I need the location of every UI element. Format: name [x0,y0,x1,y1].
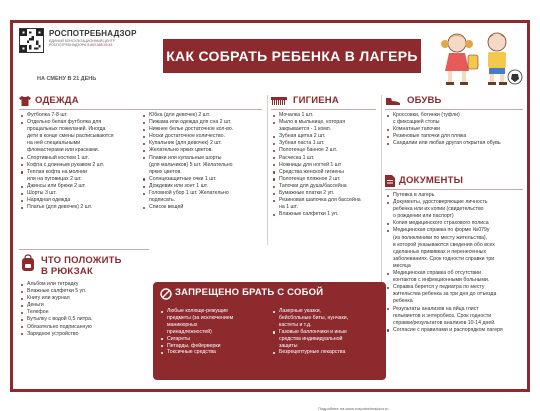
list-item: защиты [279,342,298,349]
list-item: Резиновые тапочки для пляжа [387,133,527,140]
list-item: Сигареты [161,336,271,343]
list-item: Полотенце пляжное 2 шт. [273,176,379,183]
list-item: Бумажные платки 2 уп. [273,190,379,197]
comb-icon [271,96,287,106]
clothes-list-2 [143,112,263,211]
list-item: Петарды, фейерверки [161,343,271,350]
list-item: Влажные салфетки 1 уп. [273,211,379,218]
shoes-title: ОБУВЬ [407,95,442,106]
backpack-list [21,281,149,338]
list-item: (для мальчиков) 5 шт. Желательно [149,161,233,168]
list-item: Нарядная одежда [21,197,139,204]
list-item: Дождевик или зонт 1 шт. [143,183,263,190]
list-item: Бутылку с водой 0,5 литра. [21,316,149,323]
footer-link: Подробнее на www.rospotrebnadzor.ru [318,406,389,411]
list-item: справки/результатов анализов 10-14 дней. [393,319,496,326]
list-item: Тапочки для душа/бассейна [273,183,379,190]
list-item: Комнатные тапочки [387,126,527,133]
list-item: Шорты 3 шт. [21,190,139,197]
forbidden-title: ЗАПРЕЩЕНО БРАТЬ С СОБОЙ [175,287,324,298]
shoes-list [387,112,527,147]
list-item: Кроссовки, ботинки (туфли) [387,112,527,119]
list-item: Безрецептурные лекарства [273,349,383,356]
list-item: Расческа 1 шт. [273,155,379,162]
list-item: предметы (за исключением [167,314,234,321]
list-item: Газовые баллончики и иные [273,329,383,336]
list-item: Теплая кофта на молнии [21,169,139,176]
list-item: Пижама или одежда для сна 2 шт. [143,119,263,126]
list-item: дети в конце смены расписываются [27,133,114,140]
list-item: контактов с инфекционными больными. [393,277,490,284]
clothes-list-1 [21,112,139,211]
list-item: на ней специальными [27,140,81,147]
list-item: месяца [393,262,411,269]
list-item: заболеваниях. Срок годности справки три [393,255,495,262]
forbidden-list-1 [161,308,271,356]
list-item: Зарядное устройство [21,331,149,338]
list-item: принадлежностей) [167,328,212,335]
list-item: Любые колюще-режущие [161,308,271,315]
shoe-icon [385,96,401,106]
list-item: жительства ребенка за три дня до отъезда [393,291,497,298]
list-item: Копия медицинского страхового полиса [387,220,529,227]
list-item: ярких цветов. [149,168,182,175]
list-item: средства индивидуальной [279,335,343,342]
list-item: Справка берется у педиатра по месту [387,284,529,291]
list-item: Спортивный костюм 1 шт. [21,155,139,162]
hygiene-title: ГИГИЕНА [293,95,339,106]
list-item: Купальник (для девочек) 2 шт. [143,140,263,147]
list-item: Медицинская справка по форме №079у [387,227,529,234]
list-item: Носки достаточное количество. [143,133,263,140]
list-item: Юбка (для девочек) 2 шт. [143,112,263,119]
documents-list [387,192,529,334]
list-item: прощальных пожеланий. Иногда [27,126,106,133]
list-item: Результаты анализов на яйца глист [387,306,529,313]
list-item: Средства женской гигиены [273,169,379,176]
documents-divider [385,189,523,190]
column-divider-1 [267,95,268,245]
backpack-icon [21,255,35,271]
list-item: закрывается - 1 комп. [279,126,332,133]
list-item: Путевка в лагерь [387,192,529,199]
tshirt-icon [19,96,31,106]
list-item: маникюрных [167,321,198,328]
list-item: (из поликлиники по месту жительства), [393,234,488,241]
qr-code-icon [19,28,44,53]
shoes-divider [385,109,523,110]
list-item: фломастерами или красками. [27,147,100,154]
list-item: Книгу или журнал [21,295,149,302]
list-item: сделанных прививках и перенесенных [393,248,487,255]
poster-frame [10,20,530,411]
list-item: Список вещей [143,204,263,211]
hotline-phone: 8-800-555-49-43 [87,43,113,48]
list-item: Платье (для девочек) 2 шт. [21,204,139,211]
list-item: ребенка [393,298,413,305]
list-item: Нижнее белье достаточное кол-во. [143,126,263,133]
document-icon [385,175,395,187]
brand-subtitle: ЕДИНЫЙ КОНСУЛЬТАЦИОННЫЙ ЦЕНТР РОСПОТРЕБНАДЗОРА 8-800-555-49-43 [49,39,115,48]
list-item: Медицинская справка об отсутствии [387,270,529,277]
backpack-title: ЧТО ПОЛОЖИТЬ В РЮКЗАК [41,255,122,277]
forbidden-panel [153,282,386,380]
list-item: о рождении или паспорт) [393,213,454,220]
list-item: Полотенце банное 2 шт. [273,147,379,154]
forbidden-list-2 [273,308,383,356]
list-item: Желательно ярких цветов. [143,147,263,154]
clothes-divider [19,109,262,110]
list-item: Альбом или тетрадку [21,281,149,288]
brand-name: РОСПОТРЕБНАДЗОР [49,29,137,38]
list-item: Плавки или купальные шорты [143,155,263,162]
hygiene-divider [271,109,376,110]
kids-illustration-icon [433,27,525,89]
list-item: Футболка 7-8 шт. [21,112,139,119]
clothes-title: ОДЕЖДА [35,95,79,106]
list-item: Джинсы или брюки 2 шт. [21,183,139,190]
list-item: ребенка или их копии (свидетельство [393,206,484,213]
list-item: Обязательно подписанную [21,324,149,331]
list-item: Резиновая шапочка для бассейна [273,197,379,204]
list-item: Мочалка 1 шт. [273,112,379,119]
list-item: с фиксацией стопы [393,119,440,126]
backpack-divider-top [19,249,149,250]
list-item: Телефон [21,309,149,316]
list-item: Сандалии или любая другая открытая обувь [387,140,527,147]
list-item: Отдельно белая футболка для [21,119,139,126]
list-item: Документы, удостоверяющие личность [387,199,529,206]
list-item: в которой указываются сведения обо всех [393,241,495,248]
list-item: Токсичные средства [161,349,271,356]
list-item: Зубная паста 1 шт. [273,140,379,147]
list-item: Влажные салфетки 5 уп. [21,288,149,295]
list-item: Мыло в мыльнице, которая [273,119,379,126]
list-item: гельминтов и энтеробиоз. Срок годности [393,312,492,319]
documents-title: ДОКУМЕНТЫ [399,175,464,186]
list-item: Кофта с длинным рукавом 2 шт. [21,162,139,169]
page-title: КАК СОБРАТЬ РЕБЕНКА В ЛАГЕРЬ [163,39,421,73]
list-item: Деньги [21,302,149,309]
list-item: или на пуговицах 2 шт. [27,175,82,182]
list-item: на 1 шт. [279,204,298,211]
list-item: Солнцезащитные очки 1 шт. [143,176,263,183]
list-item: Ножницы для ногтей 1 шт [273,162,379,169]
list-item: Зубная щетка 2 шт. [273,133,379,140]
hygiene-list [273,112,379,218]
shift-duration: НА СМЕНУ В 21 ДЕНЬ [37,76,97,82]
list-item: Согласие с правилами и распорядком лагеря [387,327,529,334]
list-item: Лазерные указки, [273,308,383,315]
list-item: подписать. [149,197,176,204]
list-item: Головной убор 1 шт. Желательно [143,190,263,197]
list-item: бейсбольные биты, нунчаки, [279,314,349,321]
prohibited-icon [160,287,172,299]
list-item: кастеты и т.д. [279,321,312,328]
